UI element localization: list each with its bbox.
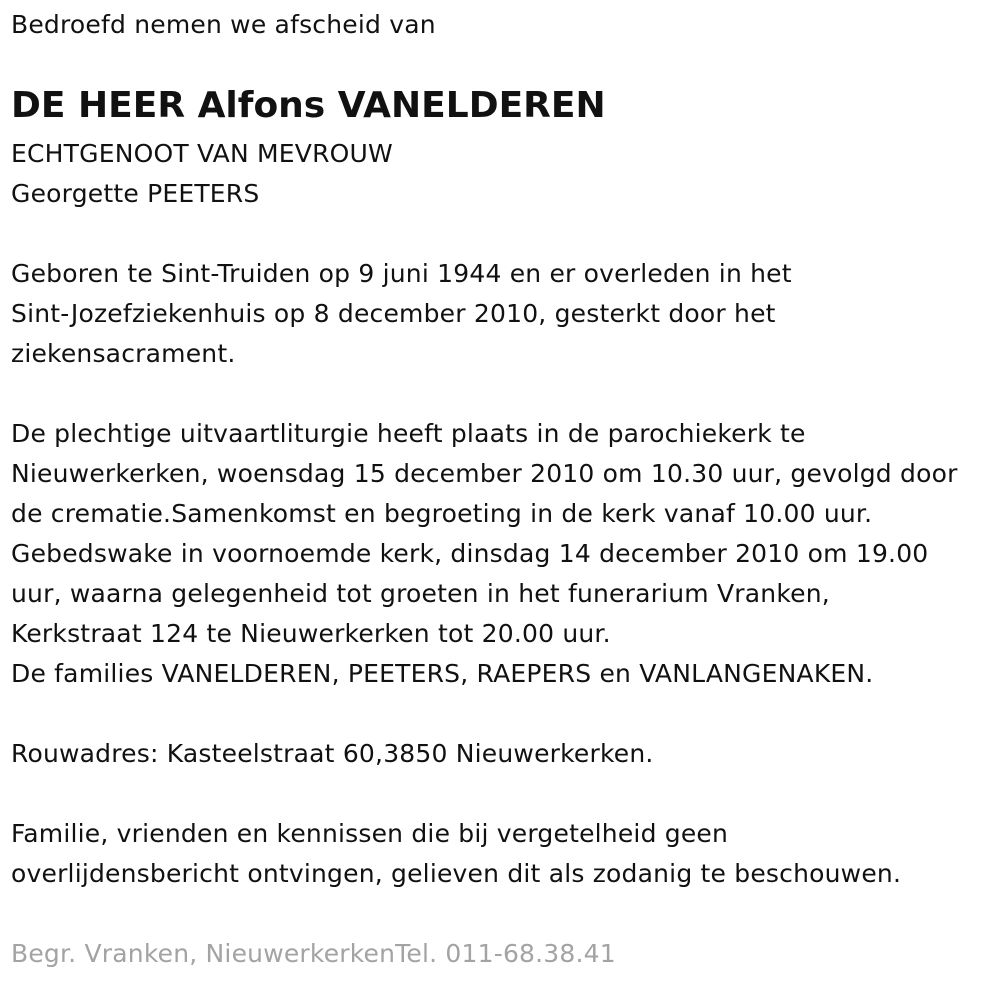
notification-paragraph xyxy=(11,814,901,894)
spouse-line: ECHTGENOOT VAN MEVROUW xyxy=(11,139,393,168)
intro-text: Bedroefd nemen we afscheid van xyxy=(11,10,436,39)
birth-line: ziekensacrament. xyxy=(11,339,236,368)
funeral-line: uur, waarna gelegenheid tot groeten in het funerarium Vranken, xyxy=(11,579,830,608)
funeral-line: Kerkstraat 124 te Nieuwerkerken tot 20.00 uur. xyxy=(11,619,611,648)
address-line: Rouwadres: Kasteelstraat 60,3850 Nieuwerkerken. xyxy=(11,739,654,768)
funeral-paragraph xyxy=(11,414,958,694)
funeral-line: De plechtige uitvaartliturgie heeft plaats in de parochiekerk te xyxy=(11,419,806,448)
funeral-line: Nieuwerkerken, woensdag 15 december 2010 om 10.30 uur, gevolgd door xyxy=(11,459,958,488)
funeral-line: de crematie.Samenkomst en begroeting in de kerk vanaf 10.00 uur. xyxy=(11,499,873,528)
families-line: De families VANELDEREN, PEETERS, RAEPERS en VANLANGENAKEN. xyxy=(11,659,874,688)
deceased-name: DE HEER Alfons VANELDEREN xyxy=(11,85,606,126)
spouse-block xyxy=(11,134,393,214)
notice-line: overlijdensbericht ontvingen, gelieven dit als zodanig te beschouwen. xyxy=(11,859,902,888)
spouse-line: Georgette PEETERS xyxy=(11,179,260,208)
birth-line: Geboren te Sint-Truiden op 9 juni 1944 en er overleden in het xyxy=(11,259,792,288)
funeral-line: Gebedswake in voornoemde kerk, dinsdag 14 december 2010 om 19.00 xyxy=(11,539,929,568)
birth-death-paragraph xyxy=(11,254,792,374)
mourning-address xyxy=(11,734,654,774)
birth-line: Sint-Jozefziekenhuis op 8 december 2010, gesterkt door het xyxy=(11,299,776,328)
notice-line: Familie, vrienden en kennissen die bij vergetelheid geen xyxy=(11,819,729,848)
funeral-home-footer: Begr. Vranken, NieuwerkerkenTel. 011-68.38.41 xyxy=(11,939,616,968)
